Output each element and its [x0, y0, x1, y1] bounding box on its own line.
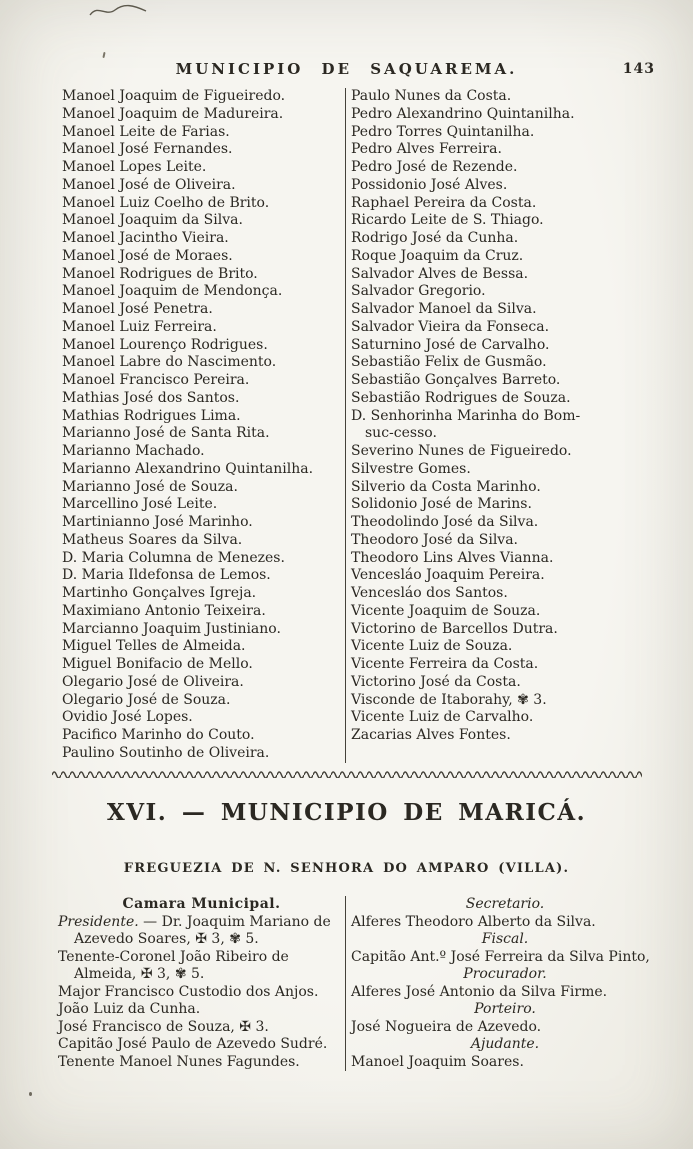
name-entry: Ricardo Leite de S. Thiago. — [351, 212, 544, 229]
name-entry: Olegario José de Souza. — [62, 691, 231, 708]
name-entry: Marianno Machado. — [62, 443, 205, 459]
camara-municipal-heading: Camara Municipal. — [122, 896, 281, 912]
name-entry: Manoel Jacintho Vieira. — [62, 230, 229, 246]
name-entry: D. Maria Columna de Menezes. — [62, 549, 285, 566]
name-entry: Sebastião Felix de Gusmão. — [351, 354, 547, 371]
name-entry: D. Senhorinha Marinha do Bom-suc-cesso. — [351, 407, 581, 442]
name-entry: Raphael Pereira da Costa. — [351, 194, 537, 211]
name-entry: Mathias Rodrigues Lima. — [62, 407, 241, 424]
camara-municipal-column — [58, 896, 345, 1071]
name-entry: Sebastião Gonçalves Barreto. — [351, 372, 561, 388]
name-entry: Pedro Torres Quintanilha. — [351, 123, 535, 140]
camara-entry: Capitão José Paulo de Azevedo Sudré. — [58, 1036, 328, 1052]
name-entry: Theodoro José da Silva. — [351, 531, 519, 548]
camara-entry: Tenente Manoel Nunes Fagundes. — [58, 1053, 300, 1070]
name-entry: Vencesláo dos Santos. — [351, 585, 508, 601]
official-role-label — [351, 896, 659, 914]
role-italic: Secretario. — [465, 896, 545, 912]
name-entry: Manoel José Fernandes. — [62, 141, 233, 158]
name-entry: Miguel Telles de Almeida. — [62, 638, 246, 655]
name-entry: Salvador Gregorio. — [351, 283, 486, 300]
name-entry: Olegario José de Oliveira. — [62, 673, 244, 690]
name-entry: Marcianno Joaquim Justiniano. — [62, 620, 281, 637]
name-entry: Manoel Rodrigues de Brito. — [62, 265, 258, 282]
name-entry: Silvestre Gomes. — [351, 460, 471, 477]
name-entry: Marcellino José Leite. — [62, 496, 218, 513]
name-entry: Visconde de Itaborahy, ✾ 3. — [351, 691, 547, 708]
role-italic: Procurador. — [463, 966, 547, 982]
name-entry: Martinianno José Marinho. — [62, 514, 253, 530]
name-entry: Marianno Alexandrino Quintanilha. — [62, 460, 314, 477]
running-title: MUNICIPIO DE SAQUAREMA. — [175, 60, 518, 78]
role-italic: Porteiro. — [474, 1001, 536, 1017]
name-entry: Paulo Nunes da Costa. — [351, 88, 512, 104]
wavy-section-divider — [52, 767, 642, 778]
name-entry: Theodoro Lins Alves Vianna. — [351, 549, 554, 566]
name-entry: Pedro Alves Ferreira. — [351, 141, 502, 158]
name-entry: Severino Nunes de Figueiredo. — [351, 443, 572, 459]
official-role-label — [351, 1036, 659, 1054]
name-entry: Ovidio José Lopes. — [62, 709, 193, 726]
name-entry: Manoel Luiz Coelho de Brito. — [62, 194, 270, 211]
name-entry: Manoel José de Moraes. — [62, 247, 233, 264]
name-entry: Manoel Francisco Pereira. — [62, 372, 250, 388]
handwriting-pen-mark — [88, 2, 150, 22]
page-header — [0, 60, 693, 80]
camara-entry: Tenente-Coronel João Ribeiro de Almeida, ✠ 3, ✾ 5. — [58, 948, 289, 982]
name-entry: Manoel Labre do Nascimento. — [62, 354, 277, 371]
camara-entry: João Luiz da Cunha. — [58, 1001, 201, 1017]
name-entry: Victorino de Barcellos Dutra. — [351, 620, 558, 637]
name-entry: Matheus Soares da Silva. — [62, 531, 243, 548]
name-entry: Manoel José Penetra. — [62, 301, 213, 317]
name-entry: Salvador Manoel da Silva. — [351, 301, 537, 317]
camara-entry: Presidente. — Dr. Joaquim Mariano de Azevedo Soares, ✠ 3, ✾ 5. — [58, 913, 331, 947]
name-entry: Pedro Alexandrino Quintanilha. — [351, 105, 575, 122]
name-entry: Manoel Lopes Leite. — [62, 159, 207, 175]
name-entry: Zacarias Alves Fontes. — [351, 727, 511, 743]
name-entry: Salvador Alves de Bessa. — [351, 265, 529, 282]
name-entry: Manoel José de Oliveira. — [62, 176, 236, 193]
name-entry: Possidonio José Alves. — [351, 176, 508, 193]
name-entry: Vicente Luiz de Souza. — [351, 638, 513, 655]
name-entry: Vicente Ferreira da Costa. — [351, 656, 539, 672]
name-entry: Manoel Leite de Farias. — [62, 123, 230, 140]
official-name: José Nogueira de Azevedo. — [351, 1018, 542, 1035]
name-entry: Manoel Joaquim de Mendonça. — [62, 283, 283, 300]
name-entry: Sebastião Rodrigues de Souza. — [351, 389, 571, 406]
name-entry: Mathias José dos Santos. — [62, 389, 240, 406]
name-entry: Manoel Luiz Ferreira. — [62, 318, 217, 335]
name-entry: Roque Joaquim da Cruz. — [351, 247, 524, 264]
name-entry: Silverio da Costa Marinho. — [351, 478, 541, 495]
page-number: 143 — [622, 61, 655, 77]
official-role-label — [351, 931, 659, 949]
name-entry: Pedro José de Rezende. — [351, 159, 518, 175]
name-entry: Vencesláo Joaquim Pereira. — [351, 567, 545, 584]
official-role-label — [351, 1001, 659, 1019]
role-italic: Presidente. — [58, 913, 139, 930]
name-entry: Vicente Joaquim de Souza. — [351, 602, 541, 619]
parish-officials-column — [346, 896, 659, 1071]
name-entry: Pacifico Marinho do Couto. — [62, 727, 255, 743]
name-entry: Maximiano Antonio Teixeira. — [62, 602, 266, 619]
camara-entry: José Francisco de Souza, ✠ 3. — [58, 1018, 269, 1035]
saquarema-name-lists — [62, 88, 606, 763]
role-italic: Ajudante. — [470, 1036, 540, 1052]
scan-speck — [102, 52, 105, 58]
marica-section-title: XVI. — MUNICIPIO DE MARICÁ. — [106, 799, 587, 826]
marica-officials-section — [58, 896, 659, 1071]
name-entry: Marianno José de Santa Rita. — [62, 425, 270, 442]
name-entry: Manoel Lourenço Rodrigues. — [62, 336, 268, 353]
official-name: Alferes José Antonio da Silva Firme. — [351, 983, 608, 1000]
freguezia-subtitle: FREGUEZIA DE N. SENHORA DO AMPARO (VILLA). — [123, 861, 570, 876]
official-name: Alferes Theodoro Alberto da Silva. — [351, 913, 596, 930]
name-entry: Manoel Joaquim da Silva. — [62, 212, 243, 229]
name-entry: Saturnino José de Carvalho. — [351, 336, 550, 353]
camara-entry-list — [58, 914, 345, 1072]
name-entry: Rodrigo José da Cunha. — [351, 230, 519, 246]
name-entry: Salvador Vieira da Fonseca. — [351, 318, 550, 335]
name-entry: Solidonio José de Marins. — [351, 496, 532, 513]
camara-entry: Major Francisco Custodio dos Anjos. — [58, 983, 319, 1000]
saquarema-right-column — [346, 88, 606, 763]
name-entry: Vicente Luiz de Carvalho. — [351, 709, 534, 726]
role-italic: Fiscal. — [481, 931, 529, 947]
name-entry: Theodolindo José da Silva. — [351, 514, 539, 530]
name-entry: Victorino José da Costa. — [351, 673, 521, 690]
saquarema-left-column — [62, 88, 345, 763]
official-name: Manoel Joaquim Soares. — [351, 1053, 524, 1070]
name-entry: Paulino Soutinho de Oliveira. — [62, 744, 270, 761]
scan-speck — [29, 1092, 32, 1096]
name-entry: Marianno José de Souza. — [62, 478, 238, 495]
name-entry: Martinho Gonçalves Igreja. — [62, 585, 257, 601]
name-entry: D. Maria Ildefonsa de Lemos. — [62, 567, 271, 584]
official-role-label — [351, 966, 659, 984]
name-entry: Manoel Joaquim de Madureira. — [62, 105, 284, 122]
name-entry: Manoel Joaquim de Figueiredo. — [62, 88, 286, 104]
official-name: Capitão Ant.º José Ferreira da Silva Pinto, — [351, 948, 650, 965]
name-entry: Miguel Bonifacio de Mello. — [62, 656, 253, 672]
